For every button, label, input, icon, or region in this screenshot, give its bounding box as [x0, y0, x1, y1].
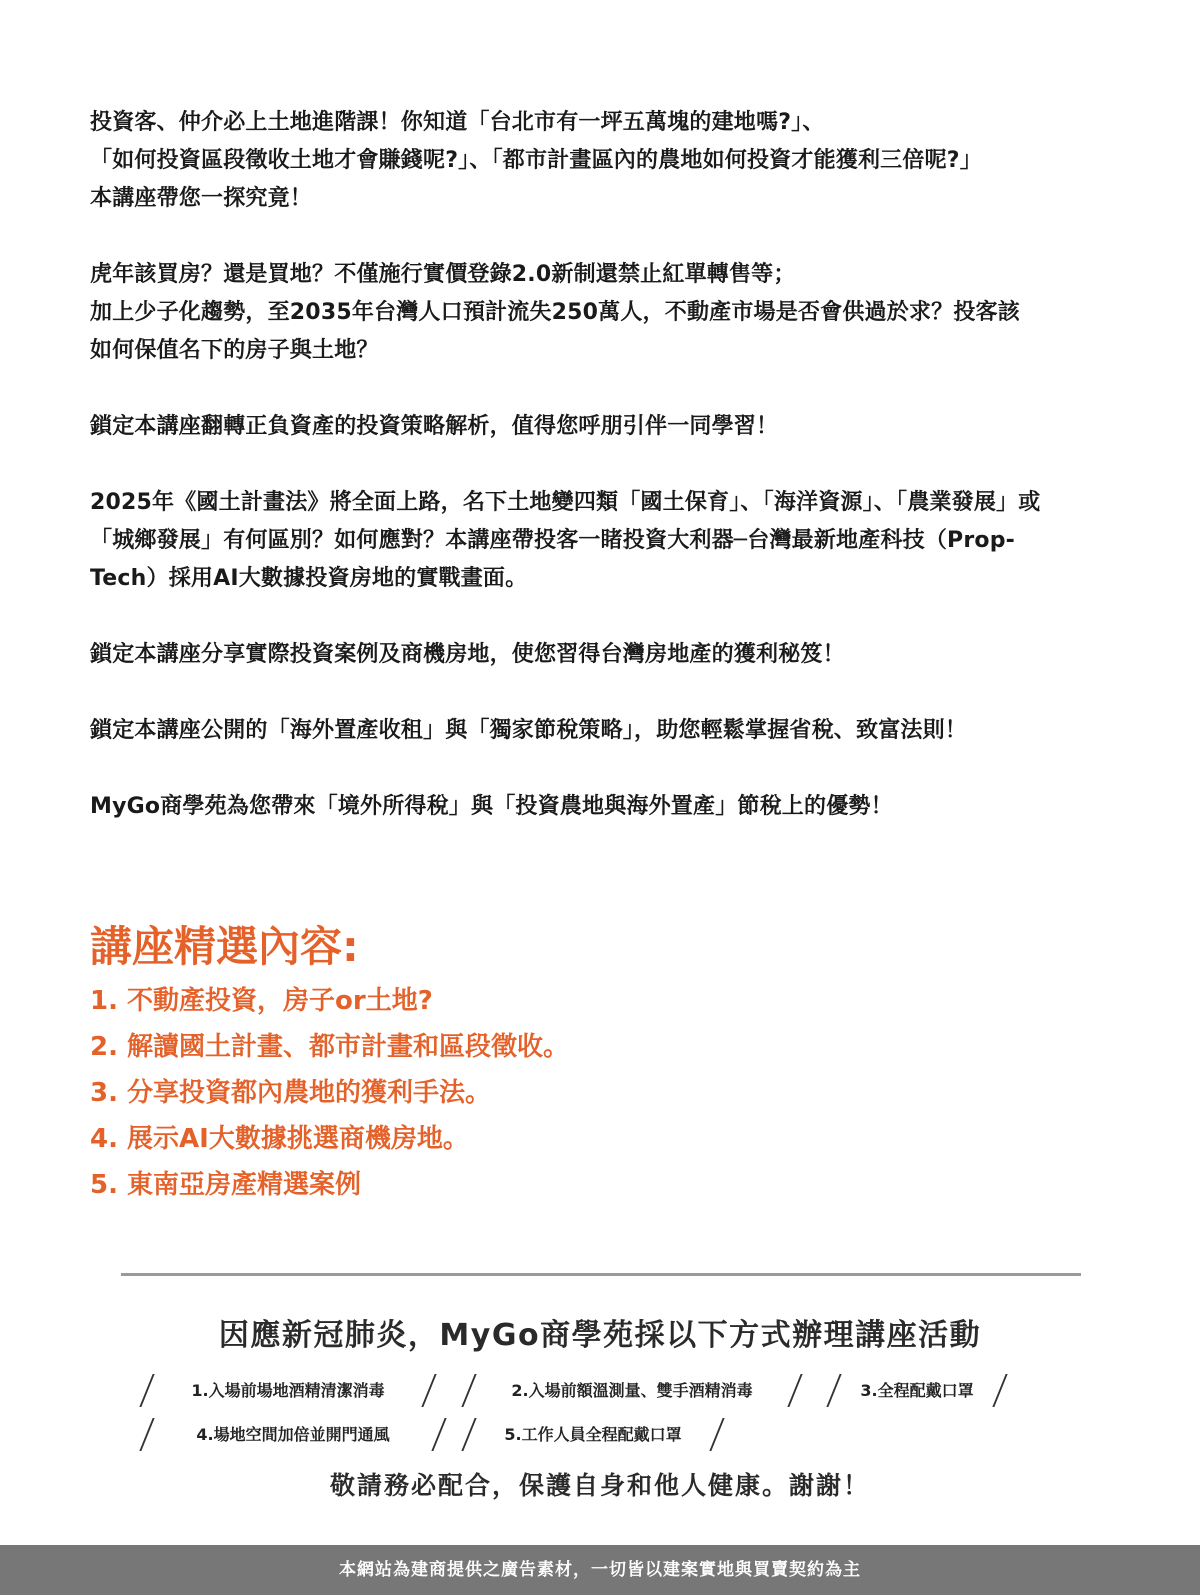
covid-title: 因應新冠肺炎，MyGo商學苑採以下方式辦理講座活動: [218, 1318, 982, 1353]
measure-label: 4.場地空間加倍並開門通風: [196, 1425, 390, 1444]
measure-label: 1.入場前場地酒精清潔消毒: [191, 1381, 385, 1400]
text-line: 虎年該買房？還是買地？不僅施行實價登錄2.0新制還禁止紅單轉售等；: [90, 262, 796, 287]
text-line: 鎖定本講座公開的「海外置產收租」與「獨家節稅策略」，助您輕鬆掌握省稅、致富法則！: [90, 718, 968, 743]
text-line: 如何保值名下的房子與土地？: [90, 338, 379, 363]
disclaimer-bar: 本網站為建商提供之廣告素材，一切皆以建案實地與買賣契約為主: [0, 1545, 1200, 1595]
covid-footer: 敬請務必配合，保護自身和他人健康。謝謝！: [329, 1471, 870, 1500]
measure-tag: [461, 1374, 802, 1407]
measure-row-2: [0, 1418, 1200, 1462]
course-highlights: [90, 918, 1100, 1208]
text-line: Tech）採用AI大數據投資房地的實戰畫面。: [90, 566, 528, 591]
text-line: 「如何投資區段徵收土地才會賺錢呢?」、「都市計畫區內的農地如何投資才能獲利三倍呢?」: [90, 148, 982, 173]
measure-tag: [139, 1418, 446, 1451]
intro-paragraph-6: [90, 712, 1100, 750]
highlight-item: 2. 解讀國土計畫、都市計畫和區段徵收。: [90, 1032, 570, 1062]
highlight-item: 5. 東南亞房產精選案例: [90, 1170, 362, 1200]
intro-paragraph-4: [90, 484, 1100, 598]
measure-tag: [461, 1418, 724, 1451]
intro-paragraph-2: [90, 256, 1100, 370]
text-line: 2025年《國土計畫法》將全面上路，名下土地變四類「國土保育」、「海洋資源」、「農業發展」或: [90, 490, 1041, 515]
measure-tag: [139, 1374, 436, 1407]
intro-paragraph-7: [90, 788, 1100, 826]
measure-row-1: [0, 1374, 1200, 1418]
highlights-title: 講座精選內容:: [90, 922, 359, 971]
covid-measures-section: [0, 1314, 1200, 1508]
highlight-item: 3. 分享投資都內農地的獲利手法。: [90, 1078, 492, 1108]
section-divider: [121, 1273, 1081, 1276]
intro-paragraph-3: [90, 408, 1100, 446]
intro-paragraph-5: [90, 636, 1100, 674]
text-line: 投資客、仲介必上土地進階課！你知道「台北市有一坪五萬塊的建地嗎?」、: [90, 110, 825, 135]
highlight-item: 4. 展示AI大數據挑選商機房地。: [90, 1124, 469, 1154]
text-line: 「城鄉發展」有何區別？如何應對？本講座帶投客一睹投資大利器─台灣最新地產科技（Prop-: [90, 528, 1016, 553]
text-line: 加上少子化趨勢，至2035年台灣人口預計流失250萬人，不動產市場是否會供過於求？投客該: [90, 300, 1020, 325]
measure-label: 2.入場前額溫測量、雙手酒精消毒: [511, 1381, 753, 1400]
highlight-item: 1. 不動產投資，房子or土地?: [90, 986, 433, 1016]
text-line: MyGo商學苑為您帶來「境外所得稅」與「投資農地與海外置產」節稅上的優勢！: [90, 794, 893, 819]
measure-tag: [826, 1374, 1007, 1407]
measure-label: 5.工作人員全程配戴口罩: [504, 1425, 682, 1444]
measure-label: 3.全程配戴口罩: [860, 1381, 974, 1400]
text-line: 鎖定本講座分享實際投資案例及商機房地，使您習得台灣房地產的獲利秘笈！: [90, 642, 845, 667]
text-line: 本講座帶您一探究竟！: [90, 186, 313, 211]
text-line: 鎖定本講座翻轉正負資產的投資策略解析，值得您呼朋引伴一同學習！: [90, 414, 779, 439]
intro-section: [90, 104, 1100, 864]
intro-paragraph-1: [90, 104, 1100, 218]
